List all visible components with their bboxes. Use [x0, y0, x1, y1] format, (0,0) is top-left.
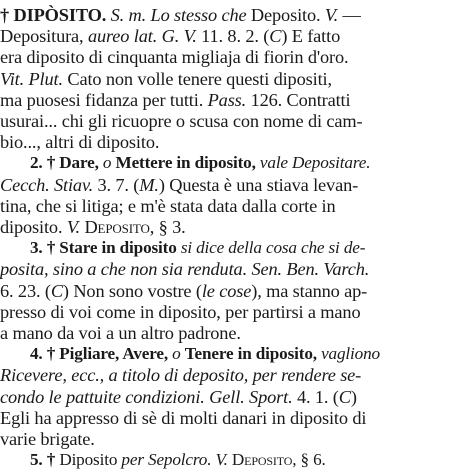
text-segment: V. — [66, 217, 80, 237]
text-segment: 3. † Stare in diposito — [30, 238, 181, 258]
text-segment: ) Non sono vostre ( — [62, 280, 202, 301]
text-segment: Pass. — [207, 89, 247, 110]
text-segment: C — [338, 386, 351, 407]
text-segment: C — [269, 26, 282, 47]
text-segment: † DIPÒSITO. — [0, 5, 107, 25]
text-segment: Diposito — [59, 450, 122, 470]
text-segment: diposito. — [0, 217, 67, 237]
text-segment: ) E fatto — [281, 26, 341, 47]
text-segment: Ricevere, ecc., a titolo di deposito, per rendere se- — [0, 365, 362, 386]
text-segment: Depositura, — [0, 26, 88, 47]
text-segment: vale Depositare. — [259, 153, 371, 173]
text-segment: Vit. Plut. — [0, 68, 63, 89]
text-segment: 2. † Dare, — [30, 153, 103, 173]
text-segment: 3. 7. ( — [93, 174, 140, 195]
text-segment: ) Questa è una stiava levan- — [158, 174, 359, 195]
text-segment: Cecch. Stiav. — [0, 174, 94, 195]
entry-line — [30, 448, 472, 472]
text-segment: o — [172, 344, 185, 364]
text-segment: Egli ha appresso di sè di molti danari in diposito di — [0, 407, 367, 428]
text-segment: ma puosesi fidanza per tutti. — [0, 89, 208, 110]
text-segment: era diposito di cinquanta migliaja di fiorin d'oro. — [0, 47, 349, 68]
text-segment: 4. 1. ( — [292, 386, 339, 407]
text-segment: vagliono — [321, 344, 380, 364]
text-segment: aureo lat. G. V. — [87, 26, 197, 47]
text-segment: presso di voi come in diposito, per partirsi a mano — [0, 301, 361, 322]
text-segment: per Sepolcro. V. — [121, 450, 228, 470]
text-segment: V. — [324, 5, 339, 25]
text-segment: Mettere in diposito, — [115, 153, 260, 173]
text-segment: Deposito. — [250, 5, 325, 25]
text-segment: S. m. Lo stesso che — [106, 5, 251, 25]
text-segment: si dice della cosa che si de- — [180, 238, 366, 258]
text-segment: a mano da voi a un altro padrone. — [0, 323, 241, 343]
text-segment: ) — [350, 386, 357, 407]
text-segment: , § 6. — [292, 450, 326, 470]
text-segment: Deposito — [80, 217, 150, 237]
text-segment: le cose — [201, 280, 252, 301]
text-segment: Tenere in diposito, — [184, 344, 322, 364]
text-segment: 11. 8. 2. ( — [196, 26, 270, 47]
text-segment: tina, che si litiga; e m'è stata data dalla corte in — [0, 195, 336, 216]
text-segment: 126. Contratti — [246, 89, 351, 110]
text-segment: usurai... chi gli ricuopre o scusa con nome di cam- — [0, 111, 363, 131]
text-segment: C — [50, 280, 63, 301]
text-segment: M. — [139, 174, 159, 195]
text-segment: ), ma stanno ap- — [251, 280, 368, 301]
text-segment: bio..., altri di diposito. — [0, 132, 160, 153]
text-segment: , § 3. — [149, 217, 186, 237]
text-segment: 5. † — [30, 450, 60, 470]
text-segment: posita, sino a che non sia renduta. Sen. Ben. Varch. — [0, 259, 370, 280]
text-segment: varie brigate. — [0, 429, 95, 449]
text-segment: 4. † Pigliare, Avere, — [30, 344, 173, 364]
text-segment: Deposito — [227, 450, 293, 470]
text-segment: condo le pattuite condizioni. Gell. Sport. — [0, 386, 293, 407]
text-segment: 6. 23. ( — [0, 280, 51, 301]
text-segment: Cato non volle tenere questi dipositi, — [62, 68, 332, 89]
text-segment: o — [102, 153, 116, 173]
text-segment: — — [338, 5, 361, 25]
